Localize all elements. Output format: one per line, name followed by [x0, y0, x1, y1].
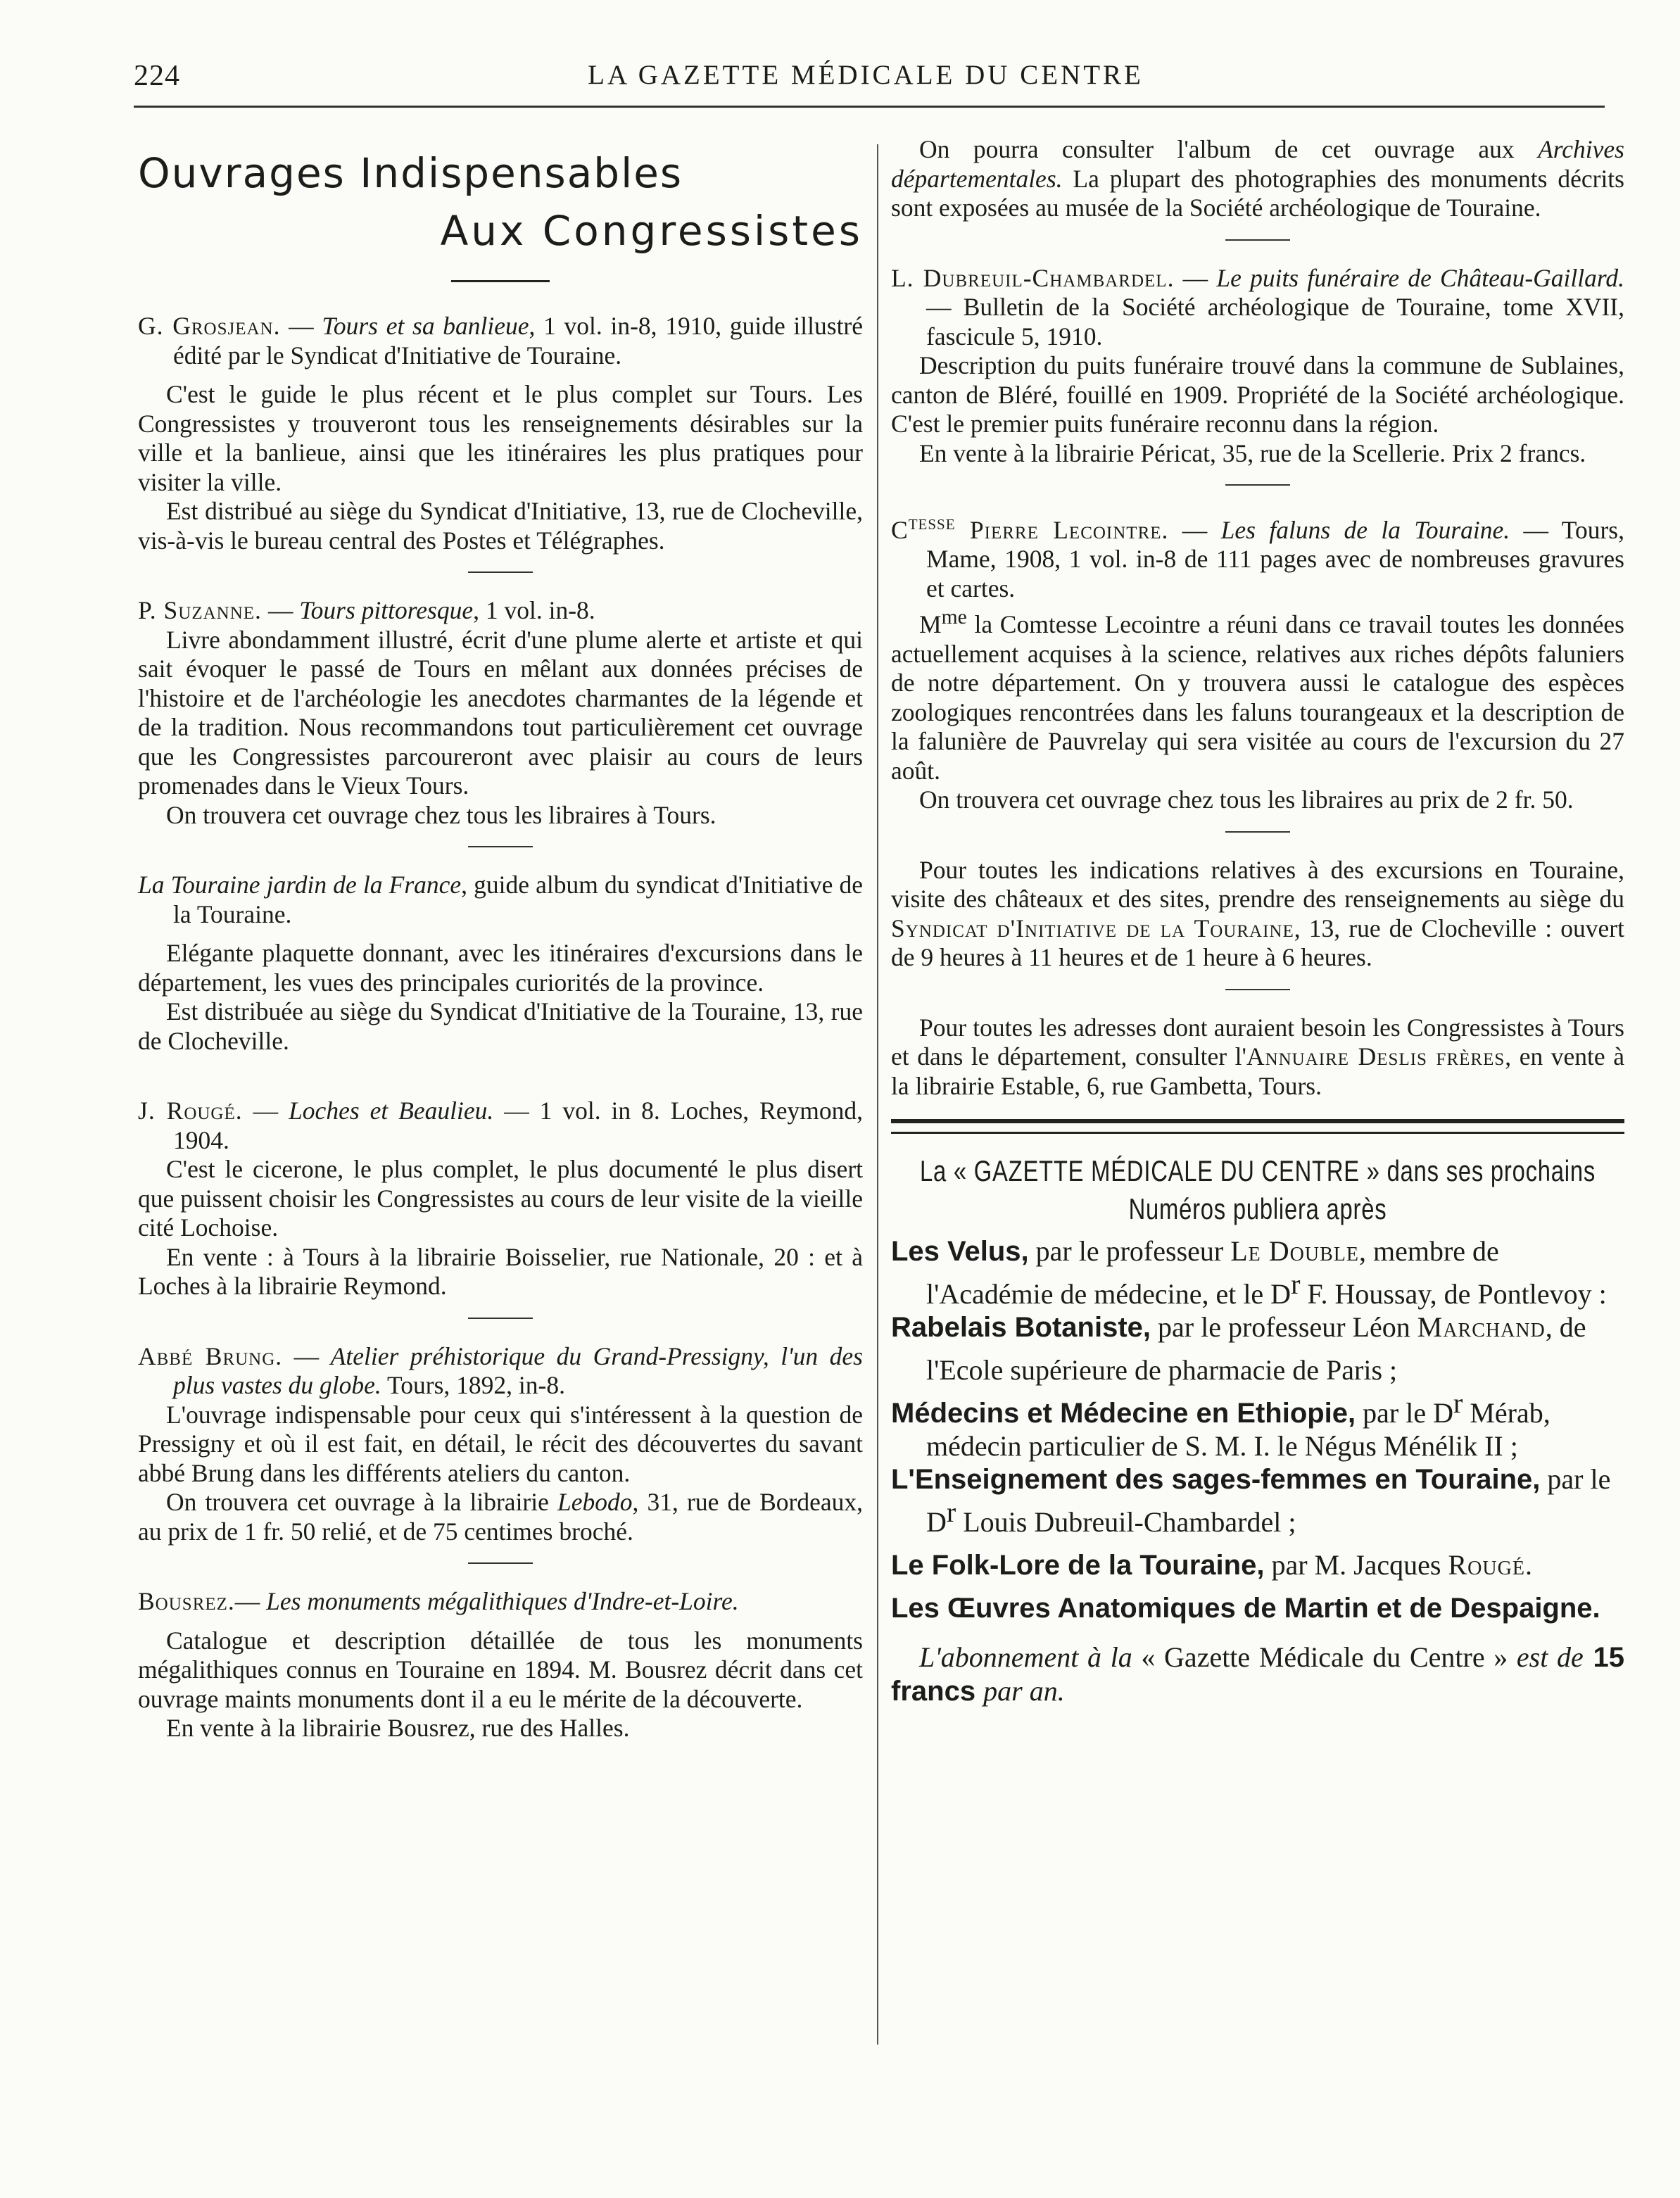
section-title-line1: Ouvrages Indispensables: [138, 149, 683, 197]
announcement-list: [891, 1235, 1624, 1625]
announcement-item: Rabelais Botaniste, par le professeur Léon Marchand, de l'Ecole supérieure de pharmacie de Paris ;: [891, 1311, 1586, 1387]
paragraph: Description du puits funéraire trouvé dans la commune de Sublaines, canton de Bléré, fouillé en 1909. Propriété de la Société archéologique. C'est le premier puits funéraire reconnu dans la région.: [891, 351, 1624, 438]
separator-dash: [138, 1546, 863, 1577]
paragraph: $M^{me}$ la Comtesse Lecointre a réuni dans ce travail toutes les données actuellement acquises à la science, relatives aux riches dépôts faluniers de notre département. On y trouvera aussi le catalogue des espèces zoologiques rencontrées dans les faluns tourangeaux et la description de la falunière de Pauvrelay qui sera visitée au cours de l'excursion du 27 août.: [891, 606, 1624, 785]
header-rule: [134, 106, 1605, 108]
separator-dash: [891, 973, 1624, 1004]
announcement-item: Les Œuvres Anatomiques de Martin et de Despaigne.: [891, 1593, 1600, 1624]
ref-brung: Abbé Brung. — Atelier préhistorique du Grand-Pressigny, l'un des plus vastes du globe. Tours, 1892, in-8.: [138, 1341, 863, 1399]
paragraph: L'ouvrage indispensable pour ceux qui s'intéressent à la question de Pressigny et où il est fait, en détail, le récit des découvertes du savant abbé Brung dans les différents ateliers du canton.: [138, 1400, 863, 1487]
paragraph: Est distribué au siège du Syndicat d'Initiative, 13, rue de Clocheville, vis-à-vis le bureau central des Postes et Télégraphes.: [138, 497, 863, 555]
work-title: Atelier préhistorique du Grand-Pressigny, l'un des plus vastes du globe.: [173, 1341, 863, 1399]
author: L. Dubreuil-Chambardel.: [891, 263, 1175, 292]
section-title-line2: Aux Congressistes: [440, 207, 863, 255]
running-header: [134, 59, 1598, 101]
paragraph: En vente à la librairie Bousrez, rue des Halles.: [166, 1714, 630, 1742]
announcement-item: Les Velus, par le professeur Le Double, membre de l'Académie de médecine, et le $D^r$ F. Houssay, de Pontlevoy :: [891, 1235, 1607, 1310]
separator-dash: [891, 468, 1624, 499]
announcement-heading: La « GAZETTE MÉDICALE DU CENTRE » dans ses prochains Numéros publiera après: [920, 1154, 1596, 1226]
separator-dash: [138, 1301, 863, 1332]
paragraph: Catalogue et description détaillée de tous les monuments mégalithiques connus en Touraine en 1894. M. Bousrez décrit dans cet ouvrage maints monuments dont il a eu le mérite de la découverte.: [138, 1626, 863, 1713]
left-column: [138, 135, 863, 1743]
paragraph: Livre abondamment illustré, écrit d'une plume alerte et artiste et qui sait évoquer le passé de Tours en mêlant aux données précises de l'histoire et de l'archéologie les anecdotes charmantes de la légende et de la tradition. Nous recommandons tout particulièrement cet ouvrage que les Congressistes parcoureront avec plaisir au cours de leurs promenades dans le Vieux Tours.: [138, 625, 863, 800]
ref-touraine-jardin: La Touraine jardin de la France, guide album du syndicat d'Initiative de la Touraine.: [138, 871, 863, 928]
author: Bousrez.: [138, 1587, 235, 1615]
author: P. Suzanne.: [138, 596, 262, 624]
announcement-item: Le Folk-Lore de la Touraine, par M. Jacques Rougé.: [891, 1549, 1532, 1581]
subscription-line: L'abonnement à la « Gazette Médicale du Centre » est de 15 francs par an.: [891, 1641, 1624, 1707]
paragraph: C'est le cicerone, le plus complet, le plus documenté le plus disert que puissent choisir les Congressistes au cours de leur visite de la vieille cité Lochoise.: [138, 1155, 863, 1242]
paragraph: En vente : à Tours à la librairie Boisselier, rue Nationale, 20 : et à Loches à la librairie Reymond.: [138, 1242, 863, 1300]
work-title: Les monuments mégalithiques d'Indre-et-Loire.: [266, 1587, 739, 1615]
paragraph: On trouvera cet ouvrage chez tous les libraires à Tours.: [166, 800, 716, 829]
paragraph: On trouvera cet ouvrage chez tous les libraires au prix de 2 fr. 50.: [919, 785, 1574, 814]
work-title: La Touraine jardin de la France: [138, 871, 462, 899]
author: $C^{tesse}$ Pierre Lecointre.: [891, 512, 1169, 544]
right-column: [891, 135, 1624, 1708]
column-divider: [877, 144, 878, 2045]
separator-dash: [138, 830, 863, 861]
ref-bousrez: Bousrez.— Les monuments mégalithiques d'Indre-et-Loire.: [138, 1587, 739, 1615]
paragraph: Est distribuée au siège du Syndicat d'Initiative de la Touraine, 13, rue de Clocheville.: [138, 997, 863, 1055]
info-paragraph: Pour toutes les indications relatives à des excursions en Touraine, visite des châteaux et des sites, prendre des renseignements au siège du Syndicat d'Initiative de la Touraine, 13, rue de Clocheville : ouvert de 9 heures à 11 heures et de 1 heure à 6 heures.: [891, 855, 1624, 972]
work-title: Les faluns de la Touraine.: [1220, 515, 1510, 544]
author: Abbé Brung.: [138, 1341, 283, 1370]
double-rule: [891, 1119, 1624, 1134]
work-title: Loches et Beaulieu.: [289, 1097, 494, 1125]
ref-rouge: J. Rougé. — Loches et Beaulieu. — 1 vol. in 8. Loches, Reymond, 1904.: [138, 1097, 863, 1154]
work-title: Le puits funéraire de Château-Gaillard.: [1216, 263, 1625, 292]
announcement-item: Médecins et Médecine en Ethiopie, par le $D^r$ Mérab, médecin particulier de S. M. I. le Négus Ménélik II ;: [891, 1387, 1550, 1463]
separator-blank: [138, 1056, 863, 1087]
separator-dash: [891, 815, 1624, 846]
author: G. Grosjean.: [138, 312, 281, 340]
ref-dubreuil: L. Dubreuil-Chambardel. — Le puits funéraire de Château-Gaillard. — Bulletin de la Société archéologique de Touraine, tome XVII, fascicule 5, 1910.: [891, 263, 1625, 350]
ref-lecointre: $C^{tesse}$ Pierre Lecointre. — Les faluns de la Touraine. — Tours, Mame, 1908, 1 vol. in-8 de 111 pages avec de nombreuses gravures et cartes.: [891, 512, 1624, 602]
paragraph: On trouvera cet ouvrage à la librairie Lebodo, 31, rue de Bordeaux, au prix de 1 fr. 50 relié, et de 75 centimes broché.: [138, 1488, 863, 1546]
ref-grosjean: G. Grosjean. — Tours et sa banlieue, 1 vol. in-8, 1910, guide illustré édité par le Syndicat d'Initiative de Touraine.: [138, 312, 864, 370]
page-number: 224: [134, 60, 180, 92]
author: J. Rougé.: [138, 1097, 243, 1125]
paragraph: Elégante plaquette donnant, avec les itinéraires d'excursions dans le département, les vues des principales curiorités de la province.: [138, 939, 863, 997]
title-rule: [451, 280, 550, 282]
announcement-item: L'Enseignement des sages-femmes en Touraine, par le $D^r$ Louis Dubreuil-Chambardel ;: [891, 1463, 1611, 1539]
paragraph: On pourra consulter l'album de cet ouvrage aux Archives départementales. La plupart des photographies des monuments décrits sont exposées au musée de la Société archéologique de Touraine.: [891, 135, 1624, 222]
work-title: Tours pittoresque: [299, 596, 474, 624]
work-title: Tours et sa banlieue: [322, 312, 529, 340]
separator-dash: [891, 223, 1624, 254]
separator-dash: [138, 555, 863, 586]
ref-suzanne: P. Suzanne. — Tours pittoresque, 1 vol. in-8.: [138, 596, 595, 624]
paragraph: C'est le guide le plus récent et le plus complet sur Tours. Les Congressistes y trouveront tous les renseignements désirables sur la ville et la banlieue, ainsi que les itinéraires les plus pratiques pour visiter la ville.: [138, 380, 863, 496]
journal-title: LA GAZETTE MÉDICALE DU CENTRE: [588, 60, 1144, 90]
paragraph: En vente à la librairie Péricat, 35, rue de la Scellerie. Prix 2 francs.: [919, 438, 1586, 467]
info-paragraph: Pour toutes les adresses dont auraient besoin les Congressistes à Tours et dans le département, consulter l'Annuaire Deslis frères, en vente à la librairie Estable, 6, rue Gambetta, Tours.: [891, 1013, 1625, 1100]
